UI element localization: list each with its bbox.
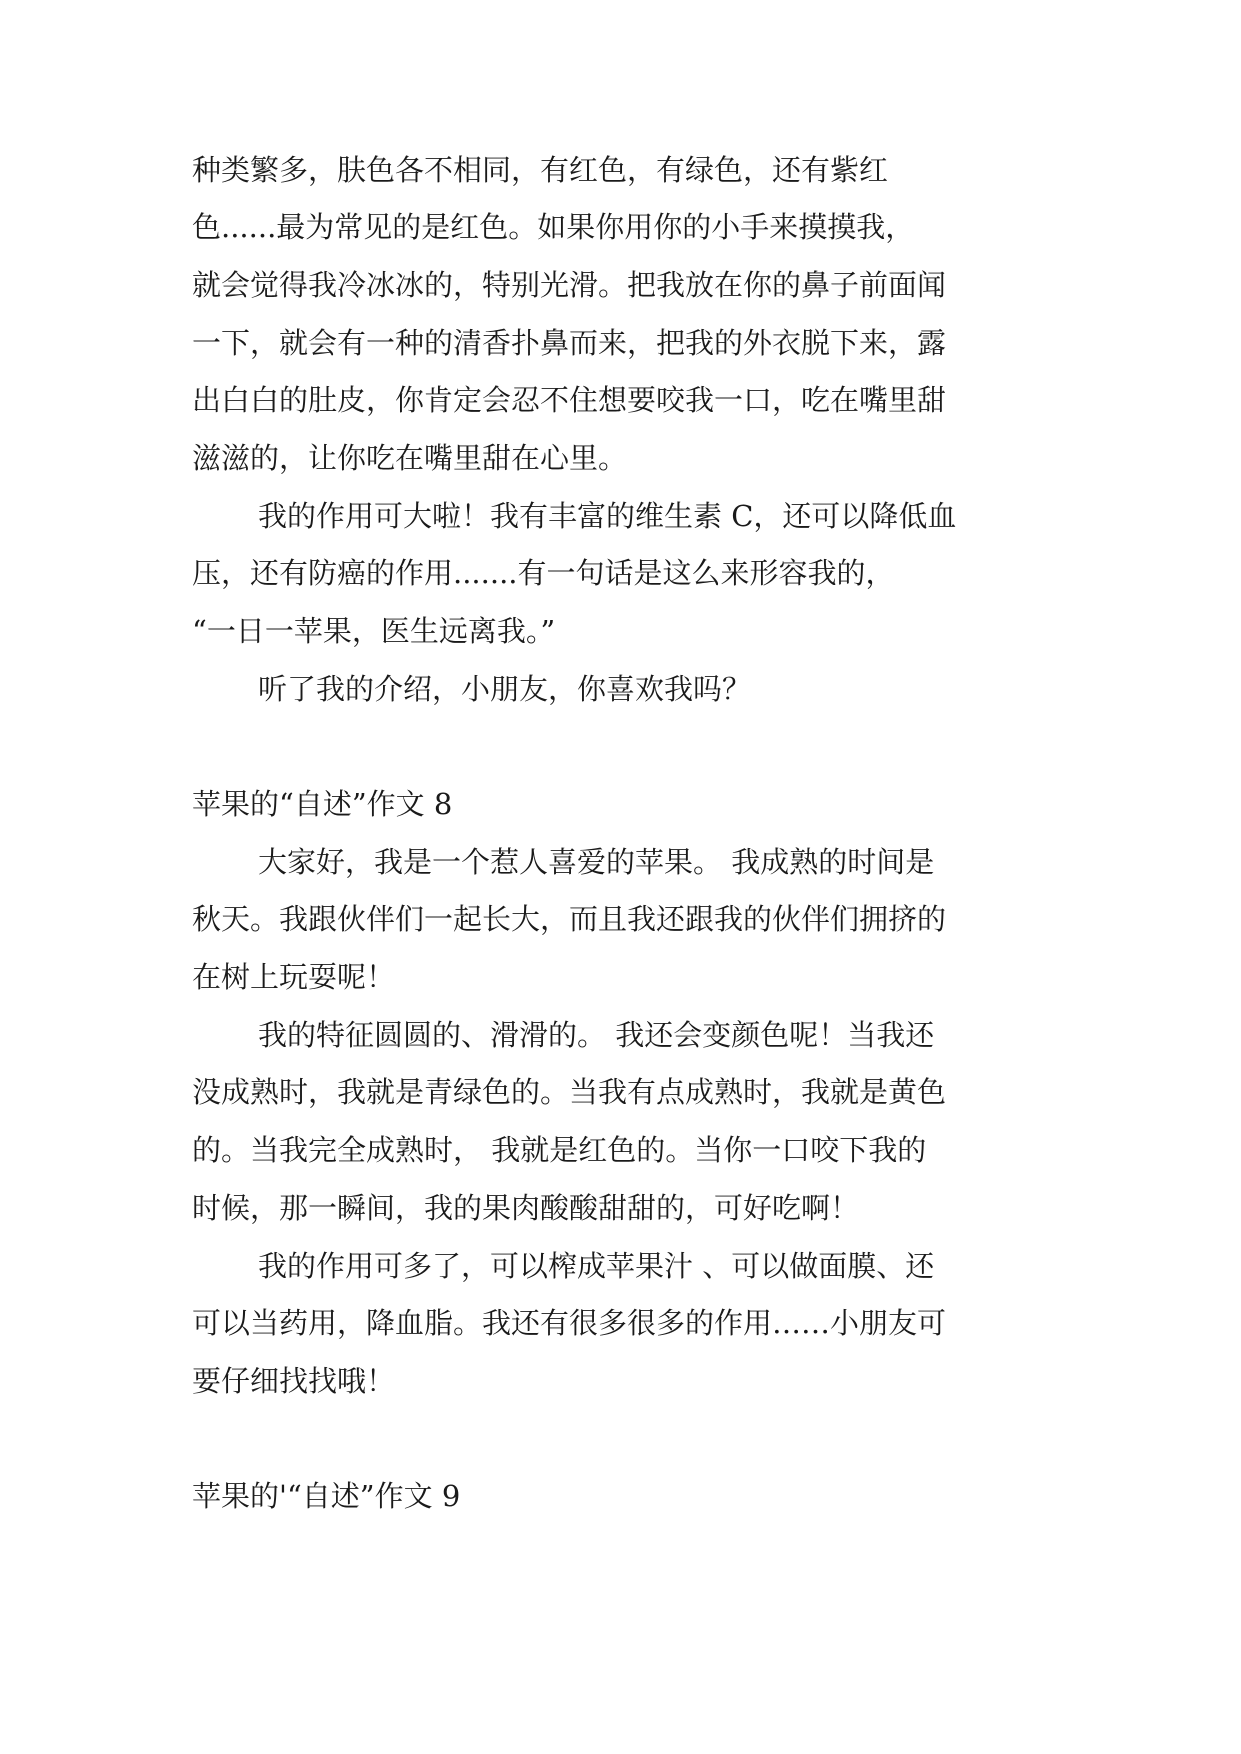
text-line: 滋滋的，让你吃在嘴里甜在心里。 — [192, 441, 628, 475]
text-line: 时候，那一瞬间，我的果肉酸酸甜甜的，可好吃啊！ — [192, 1191, 860, 1225]
text-line: 种类繁多，肤色各不相同，有红色，有绿色，还有紫红 — [192, 153, 889, 187]
text-line: 秋天。我跟伙伴们一起长大，而且我还跟我的伙伴们拥挤的 — [192, 902, 947, 936]
text-line: 我的作用可多了，可以榨成苹果汁 、可以做面膜、还 — [258, 1249, 935, 1283]
text-line: 就会觉得我冷冰冰的，特别光滑。把我放在你的鼻子前面闻 — [192, 268, 947, 302]
section-heading: 苹果的“自述”作文 8 — [192, 787, 453, 821]
section-heading: 苹果的'“自述”作文 9 — [192, 1479, 461, 1513]
text-line: 的。当我完全成熟时， 我就是红色的。当你一口咬下我的 — [192, 1133, 927, 1167]
text-line: 在树上玩耍呢！ — [192, 960, 396, 994]
text-line: 色......最为常见的是红色。如果你用你的小手来摸摸我， — [192, 210, 915, 244]
text-line: 可以当药用，降血脂。我还有很多很多的作用……小朋友可 — [192, 1306, 947, 1340]
text-line: 要仔细找找哦！ — [192, 1364, 396, 1398]
text-line: 大家好，我是一个惹人喜爱的苹果。 我成熟的时间是 — [258, 845, 935, 879]
text-line: 出白白的肚皮，你肯定会忍不住想要咬我一口，吃在嘴里甜 — [192, 383, 947, 417]
text-line: “一日一苹果，医生远离我。” — [192, 614, 556, 648]
text-line: 听了我的介绍，小朋友，你喜欢我吗？ — [258, 672, 752, 706]
text-line: 压，还有防癌的作用.......有一句话是这么来形容我的， — [192, 556, 895, 590]
text-line: 我的特征圆圆的、滑滑的。 我还会变颜色呢！当我还 — [258, 1018, 935, 1052]
text-line: 一下，就会有一种的清香扑鼻而来，把我的外衣脱下来，露 — [192, 326, 947, 360]
text-line: 没成熟时，我就是青绿色的。当我有点成熟时，我就是黄色 — [192, 1075, 947, 1109]
text-line: 我的作用可大啦！我有丰富的维生素 C，还可以降低血 — [258, 499, 957, 533]
